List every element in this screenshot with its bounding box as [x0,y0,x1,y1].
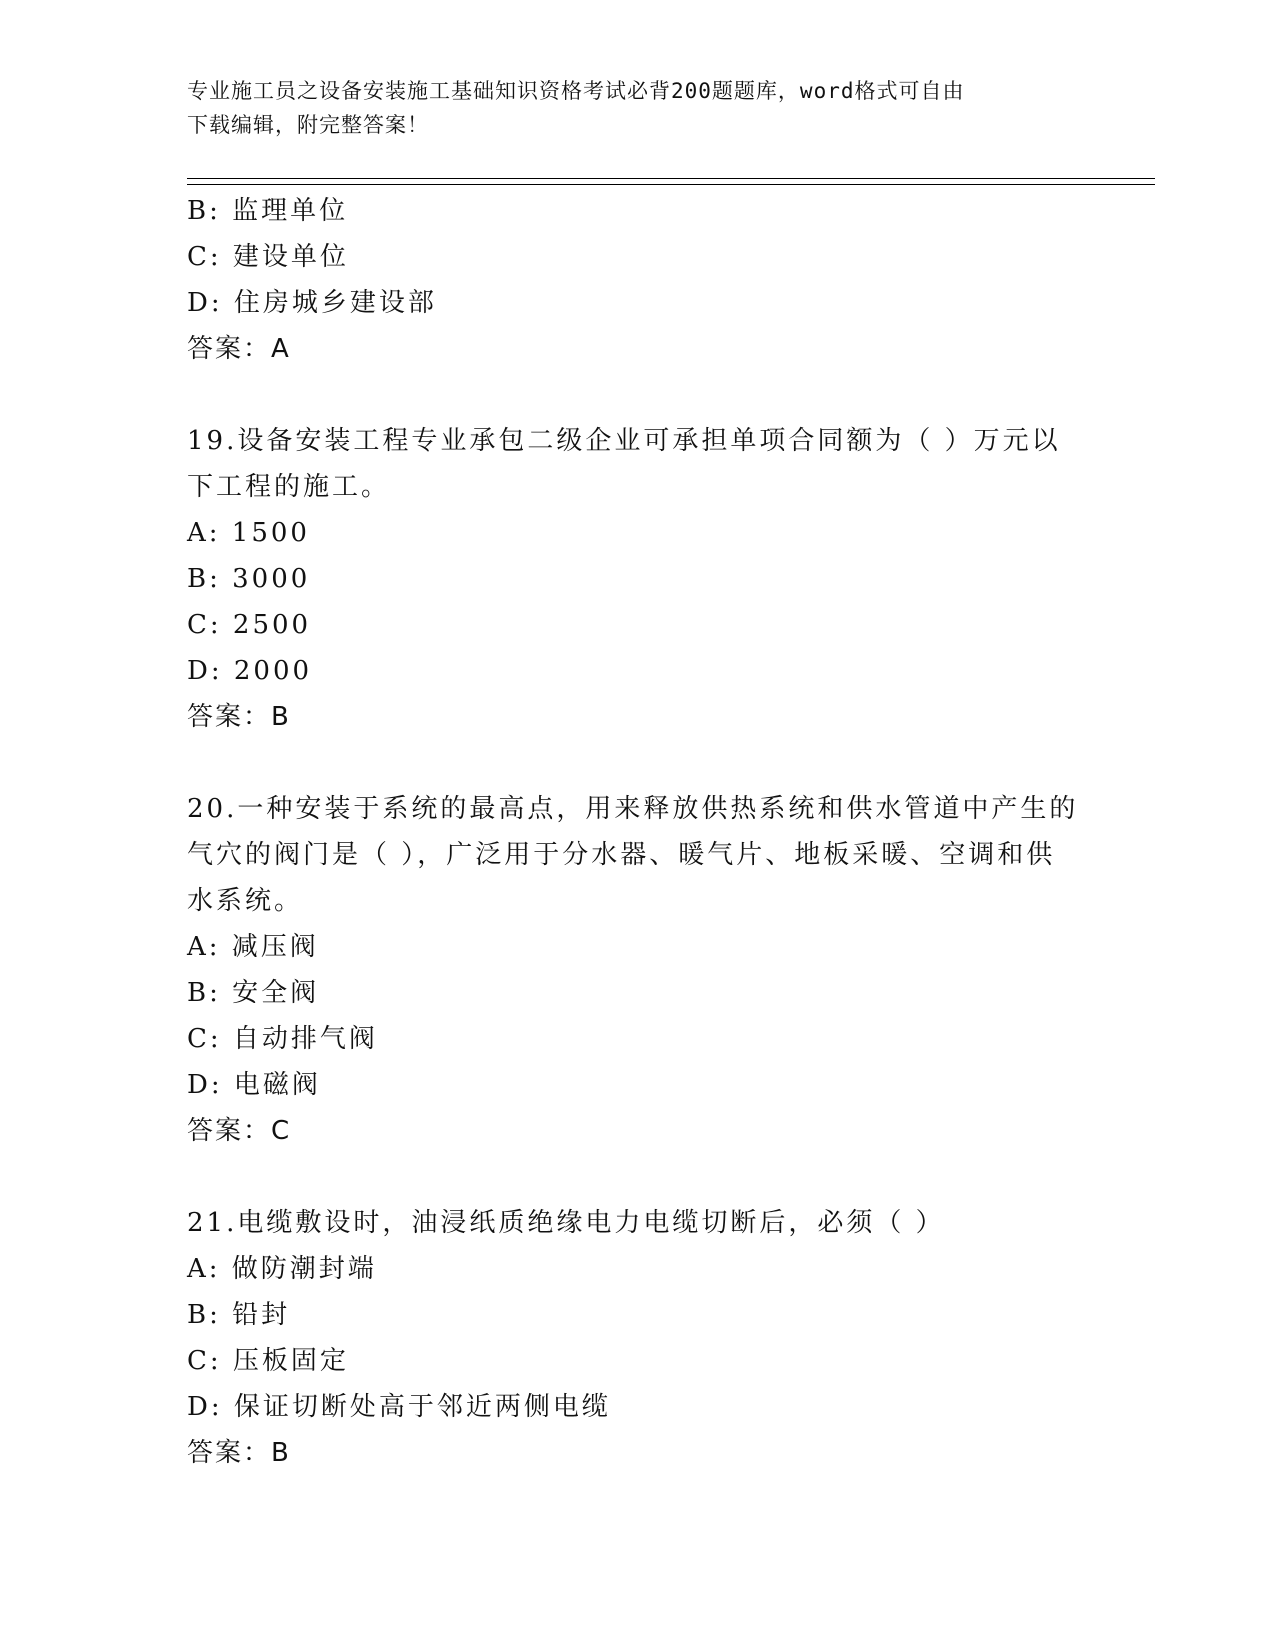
option-d: D: 2000 [187,656,313,686]
answer: 答案：C [187,1116,292,1146]
option-c: C: 建设单位 [187,242,349,272]
question-19 [187,418,1087,740]
header-divider-top [187,178,1155,179]
option-a: A: 1500 [187,518,310,548]
option-c: C: 2500 [187,610,312,640]
option-d: D: 保证切断处高于邻近两侧电缆 [187,1392,611,1422]
option-a: A: 做防潮封端 [187,1254,377,1284]
question-20 [187,786,1087,1154]
question-content [187,188,1087,1476]
answer: 答案：B [187,702,291,732]
question-text-line: 水系统。 [187,886,304,916]
question-text-line: 气穴的阀门是（ ），广泛用于分水器、暖气片、地板采暖、空调和供 [187,840,1056,870]
answer: 答案：B [187,1438,291,1468]
question-text-line: 下工程的施工。 [187,472,391,502]
answer: 答案：A [187,334,291,364]
option-b: B: 监理单位 [187,196,349,226]
option-d: D: 住房城乡建设部 [187,288,437,318]
header-line-1: 专业施工员之设备安装施工基础知识资格考试必背200题题库，word格式可自由 [187,79,965,103]
option-b: B: 3000 [187,564,311,594]
option-b: B: 安全阀 [187,978,320,1008]
option-b: B: 铅封 [187,1300,291,1330]
header-line-2: 下载编辑，附完整答案！ [187,113,429,137]
question-text-line: 21.电缆敷设时，油浸纸质绝缘电力电缆切断后，必须（ ） [187,1208,945,1238]
document-header [187,74,1067,142]
question-text-line: 19.设备安装工程专业承包二级企业可承担单项合同额为（ ）万元以 [187,426,1061,456]
option-c: C: 压板固定 [187,1346,349,1376]
option-c: C: 自动排气阀 [187,1024,378,1054]
question-18-tail [187,188,1087,372]
question-text-line: 20.一种安装于系统的最高点，用来释放供热系统和供水管道中产生的 [187,794,1079,824]
question-21 [187,1200,1087,1476]
option-a: A: 减压阀 [187,932,319,962]
header-divider-bottom [187,184,1155,185]
option-d: D: 电磁阀 [187,1070,321,1100]
